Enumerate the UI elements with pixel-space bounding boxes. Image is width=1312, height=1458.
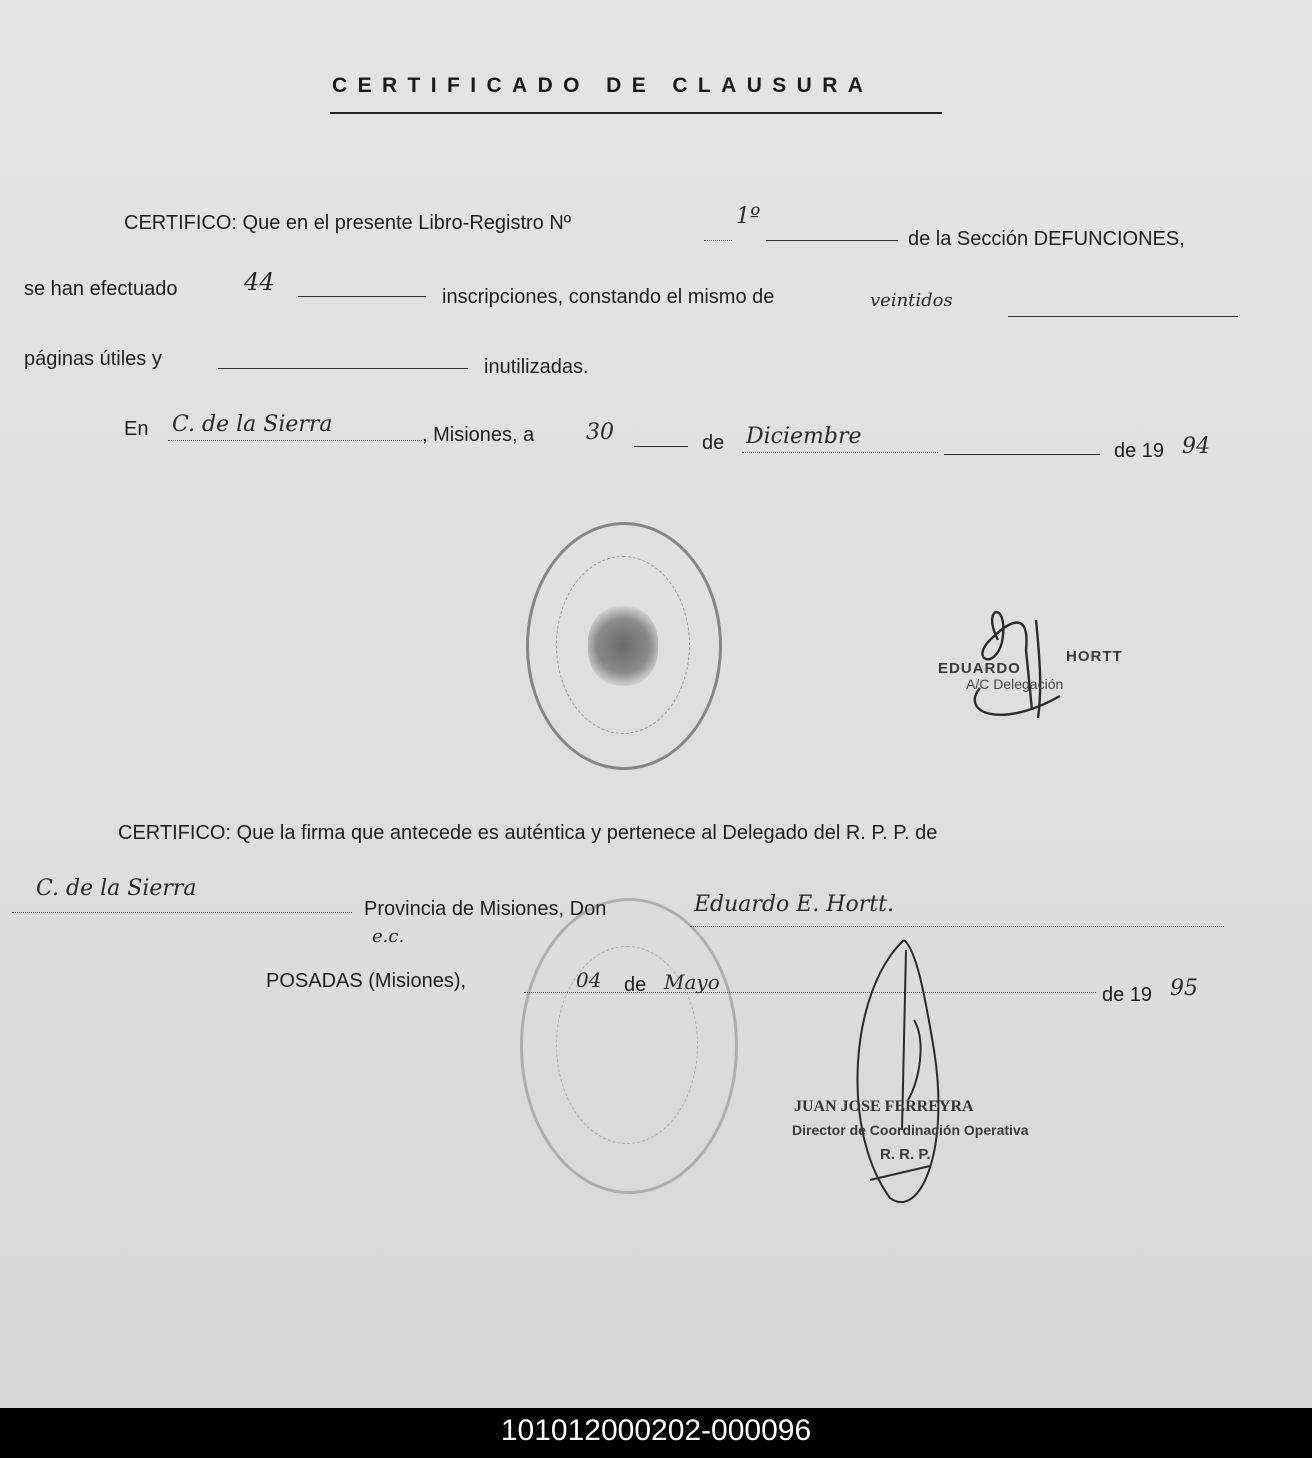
libro-number: 1º bbox=[736, 204, 761, 229]
place-dotted bbox=[168, 440, 422, 441]
posadas-text: POSADAS (Misiones), bbox=[266, 970, 467, 992]
libro-line bbox=[766, 240, 898, 241]
cert2-de-text: de bbox=[624, 974, 647, 996]
document-code: 101012000202-000096 bbox=[500, 1414, 812, 1447]
signature-2-org: R. R. P. bbox=[880, 1146, 931, 1163]
cert2-place-dotted bbox=[12, 912, 352, 913]
day-line bbox=[634, 446, 688, 447]
paginas-line bbox=[1008, 316, 1238, 317]
don-dotted bbox=[690, 926, 1224, 927]
year-prefix: de 19 bbox=[1114, 440, 1165, 462]
cert2-place-handwritten: C. de la Sierra bbox=[36, 876, 197, 901]
cert1-line2-text: se han efectuado bbox=[24, 278, 178, 300]
signature-2-role: Director de Coordinación Operativa bbox=[792, 1122, 1029, 1138]
cert2-line1-text: CERTIFICO: Que la firma que antecede es auténtica y pertenece al Delegado del R. P. P. de bbox=[118, 822, 938, 844]
stamp-1-emblem bbox=[588, 606, 658, 686]
cert2-line2-text: Provincia de Misiones, Don bbox=[364, 898, 607, 920]
libro-dotted bbox=[704, 240, 732, 241]
misiones-text: , Misiones, a bbox=[422, 424, 535, 446]
don-handwritten: Eduardo E. Hortt. bbox=[694, 892, 894, 917]
signature-1-name-b: HORTT bbox=[1066, 648, 1123, 665]
signature-1-name-a: EDUARDO bbox=[938, 660, 1021, 677]
inscripciones-count: 44 bbox=[244, 268, 275, 296]
signature-2-name: JUAN JOSE FERREYRA bbox=[794, 1098, 974, 1115]
stamp-2-inner-ring bbox=[556, 946, 698, 1144]
cert2-year-prefix: de 19 bbox=[1102, 984, 1153, 1006]
inscripciones-line bbox=[298, 296, 426, 297]
month-dotted bbox=[742, 452, 938, 453]
paginas-count: veintidos bbox=[870, 290, 953, 311]
de-text: de bbox=[702, 432, 725, 454]
signature-2-scribble bbox=[830, 930, 970, 1210]
title-underline bbox=[330, 112, 942, 114]
day-handwritten: 30 bbox=[586, 420, 614, 445]
month-line bbox=[944, 454, 1100, 455]
place-en: En bbox=[124, 418, 149, 440]
cert1-line1-text: CERTIFICO: Que en el presente Libro-Registro Nº bbox=[124, 212, 572, 234]
cert1-line3-text: páginas útiles y bbox=[24, 348, 162, 370]
cert2-month-handwritten: Mayo bbox=[664, 970, 720, 994]
cert2-year-handwritten: 95 bbox=[1170, 976, 1198, 1001]
cert2-day-handwritten: 04 bbox=[576, 968, 602, 992]
footer-bar bbox=[0, 1408, 1312, 1458]
signature-1-role: A/C Delegación bbox=[966, 676, 1064, 692]
inutilizadas-line bbox=[218, 368, 468, 369]
cert1-line2-mid: inscripciones, constando el mismo de bbox=[442, 286, 775, 308]
year-handwritten: 94 bbox=[1182, 434, 1210, 459]
cert1-line1-end: de la Sección DEFUNCIONES, bbox=[908, 228, 1185, 250]
month-handwritten: Diciembre bbox=[746, 424, 862, 449]
page-title: CERTIFICADO DE CLAUSURA bbox=[332, 74, 874, 97]
place-handwritten: C. de la Sierra bbox=[172, 412, 333, 437]
cert1-line3-end: inutilizadas. bbox=[484, 356, 589, 378]
ec-handwritten: e.c. bbox=[372, 926, 405, 947]
